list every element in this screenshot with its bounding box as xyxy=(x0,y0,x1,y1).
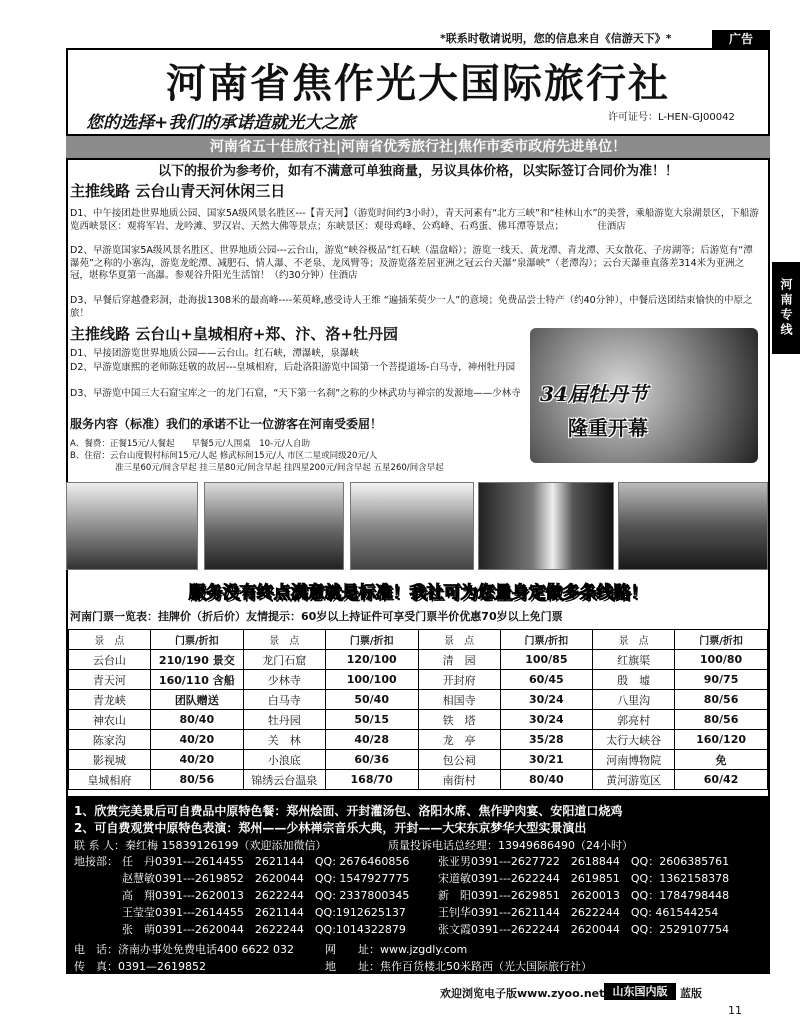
ticket-cell: 青龙峡 xyxy=(69,690,151,710)
route2-tag: 主推线路 xyxy=(70,325,131,343)
ticket-row xyxy=(69,650,768,670)
ticket-header: 门票/折扣 xyxy=(325,630,418,650)
route1-day3: D3、早餐后穿越叠彩洞，赴海拔1308米的最高峰----茱萸峰,感受诗人王维 “遍插茱萸少一人”的意境；免费品尝士特产（约40分钟），中餐后送团结束愉快的中原之旅！ xyxy=(70,295,753,319)
ticket-cell: 龙 亭 xyxy=(418,730,500,750)
route1-day2: D2、早游览国家5A级风景名胜区、世界地质公园---云台山，游览“峡谷极品”红石峡（温盘峪）；游览一线天、黄龙潭、青龙潭、天女散花、子房湖等；后游览有“潭瀑苑”之称的小寨沟，游览龙蛇潭、减肥石、情人瀑、不老泉、龙凤臂等；及游览落差居亚洲之冠云台天瀑“泉瀑峡”（老潭沟）；云台天瀑垂直落差314米为亚洲之冠，堪称华夏第一高瀑。参观谷升阳光生活馆！（约30分钟）住酒店 xyxy=(70,245,753,281)
ticket-cell: 锦绣云台温泉 xyxy=(243,770,325,790)
scenic-photo xyxy=(350,482,474,570)
route2-name: 云台山+皇城相府+郑、汴、洛+牡丹园 xyxy=(135,325,398,343)
ticket-cell: 皇城相府 xyxy=(69,770,151,790)
ticket-cell: 包公祠 xyxy=(418,750,500,770)
ticket-row xyxy=(69,710,768,730)
ticket-cell: 210/190 景交 xyxy=(150,650,243,670)
ticket-cell: 80/56 xyxy=(675,690,768,710)
ticket-cell: 40/28 xyxy=(325,730,418,750)
slogan: 您的选择+我们的承诺造就光大之旅 xyxy=(86,113,356,133)
ticket-cell: 关 林 xyxy=(243,730,325,750)
page-number: 11 xyxy=(728,1004,742,1017)
ticket-cell: 南街村 xyxy=(418,770,500,790)
ticket-header-row xyxy=(69,630,768,650)
ticket-cell: 80/56 xyxy=(675,710,768,730)
ticket-cell: 30/24 xyxy=(500,690,593,710)
ticket-cell: 免 xyxy=(675,750,768,770)
phone: 电 话：济南办事处免费电话400 6622 032 xyxy=(74,943,294,956)
ticket-cell: 160/110 含船 xyxy=(150,670,243,690)
ticket-cell: 168/70 xyxy=(325,770,418,790)
staff-contact: 王钊华0391---2621144 2622244 QQ: 461544254 xyxy=(438,906,719,919)
ticket-cell: 云台山 xyxy=(69,650,151,670)
ticket-cell: 35/28 xyxy=(500,730,593,750)
route1-name: 云台山青天河休闲三日 xyxy=(135,182,286,200)
ticket-cell: 白马寺 xyxy=(243,690,325,710)
ticket-cell: 铁 塔 xyxy=(418,710,500,730)
footer-edition-tag: 山东国内版 xyxy=(604,983,676,1000)
staff-contact: 赵慧敏0391---2619852 2620044 QQ: 1547927775 xyxy=(122,872,410,885)
route2-day1: D1、早接团游览世界地质公园——云台山。红石峡，潭瀑峡，泉瀑峡 xyxy=(70,348,359,359)
ticket-cell: 龙门石窟 xyxy=(243,650,325,670)
ticket-cell: 60/42 xyxy=(675,770,768,790)
ticket-cell: 100/85 xyxy=(500,650,593,670)
ticket-cell: 神农山 xyxy=(69,710,151,730)
service-lodging: B、住宿：云台山度假村标间15元/人起 修武标间15元/人 市区二星或同级20元/人 xyxy=(70,451,378,461)
staff-contact: 任 丹0391---2614455 2621144 QQ: 2676460856 xyxy=(122,855,410,868)
staff-contact: 张 萌0391---2620044 2622244 QQ:1014322879 xyxy=(122,923,406,936)
ticket-cell: 50/40 xyxy=(325,690,418,710)
ticket-cell: 80/40 xyxy=(150,710,243,730)
ticket-cell: 100/80 xyxy=(675,650,768,670)
ticket-header: 门票/折扣 xyxy=(500,630,593,650)
contact-person: 联 系 人：秦红梅 15839126199（欢迎添加微信） xyxy=(74,839,327,852)
ticket-cell: 红旗渠 xyxy=(593,650,675,670)
ticket-cell: 80/40 xyxy=(500,770,593,790)
festival-title: 34届牡丹节 xyxy=(540,382,648,406)
service-banner: 服务没有终点满意就是标准！我社可为您量身定做多条线路！ xyxy=(188,583,648,603)
ticket-cell: 60/45 xyxy=(500,670,593,690)
ad-badge: 广告 xyxy=(712,30,770,48)
staff-contact: 高 翔0391---2620013 2622244 QQ: 2337800345 xyxy=(122,889,410,902)
route1-title xyxy=(70,180,285,201)
route2-title xyxy=(70,323,398,344)
ticket-cell: 开封府 xyxy=(418,670,500,690)
ticket-cell: 影视城 xyxy=(69,750,151,770)
staff-contact: 王莹莹0391---2614455 2621144 QQ:1912625137 xyxy=(122,906,406,919)
ticket-cell: 青天河 xyxy=(69,670,151,690)
ticket-header: 景 点 xyxy=(593,630,675,650)
honor-bar: 河南省五十佳旅行社|河南省优秀旅行社|焦作市委市政府先进单位！ xyxy=(66,134,770,160)
ticket-cell: 少林寺 xyxy=(243,670,325,690)
ticket-cell: 太行大峡谷 xyxy=(593,730,675,750)
ticket-row xyxy=(69,690,768,710)
scenic-photo xyxy=(618,482,768,570)
staff-contact: 新 阳0391---2629851 2620013 QQ：1784798448 xyxy=(438,889,730,902)
service-hotels: 准三星60元/间含早起 挂三星80元/间含早起 挂四星200元/间含早起 五星260/间含早起 xyxy=(115,463,444,473)
ticket-intro: 河南门票一览表：挂牌价（折后价）友情提示：60岁以上持证件可享受门票半价优惠70岁以上免门票 xyxy=(70,610,563,623)
route1-day1: D1、中午接团赴世界地质公园、国家5A级风景名胜区---【青天河】（游览时间约3小时），青天河素有“北方三峡”和“桂林山水”的美誉，乘船游览大泉湖景区，下船游览西峡景区：观将军岩、龙吟滩、罗汉岩、天然大佛等景点；东峡景区：观母鸡峰、公鸡峰、石鸡蛋、佛耳潭等景点； 住酒店 xyxy=(70,208,759,232)
route2-day3: D3、早游览中国三大石窟宝库之一的龙门石窟，“天下第一名刹”之称的少林武功与禅宗的发源地——少林寺 xyxy=(70,388,521,399)
ticket-header: 门票/折扣 xyxy=(675,630,768,650)
ticket-cell: 河南博物院 xyxy=(593,750,675,770)
ticket-cell: 120/100 xyxy=(325,650,418,670)
company-name: 河南省焦作光大国际旅行社 xyxy=(166,60,670,107)
ticket-cell: 牡丹园 xyxy=(243,710,325,730)
route1-tag: 主推线路 xyxy=(70,182,131,200)
ticket-cell: 60/36 xyxy=(325,750,418,770)
extra-food: 1、欣赏完美景后可自费品中原特色餐：郑州烩面、开封灌汤包、洛阳水席、焦作驴肉宴、安阳道口烧鸡 xyxy=(74,804,623,818)
license-number: 许可证号：L-HEN-GJ00042 xyxy=(608,112,735,123)
price-notice: 以下的报价为参考价，如有不满意可单独商量，另议具体价格，以实际签订合同价为准！！ xyxy=(157,164,678,179)
ticket-cell: 陈家沟 xyxy=(69,730,151,750)
ticket-cell: 小浪底 xyxy=(243,750,325,770)
service-meals: A、餐费：正餐15元/人餐起 早餐5元/人围桌 10-元/人自助 xyxy=(70,439,311,449)
ticket-cell: 80/56 xyxy=(150,770,243,790)
staff-contact: 宋道敏0391---2622244 2619851 QQ：1362158378 xyxy=(438,872,730,885)
ticket-cell: 八里沟 xyxy=(593,690,675,710)
service-title: 服务内容（标准）我们的承诺不让一位游客在河南受委屈！ xyxy=(70,417,383,431)
ticket-row xyxy=(69,670,768,690)
ticket-cell: 郭亮村 xyxy=(593,710,675,730)
footer-site[interactable]: 欢迎浏览电子版www.zyoo.net xyxy=(440,987,605,1000)
ticket-cell: 160/120 xyxy=(675,730,768,750)
ticket-cell: 30/21 xyxy=(500,750,593,770)
ticket-row xyxy=(69,730,768,750)
ticket-cell: 90/75 xyxy=(675,670,768,690)
ticket-cell: 团队赠送 xyxy=(150,690,243,710)
ticket-row xyxy=(69,750,768,770)
quality-hotline: 质量投诉电话总经理：13949686490（24小时） xyxy=(388,839,633,852)
ticket-cell: 殷 墟 xyxy=(593,670,675,690)
scenic-photo xyxy=(66,482,198,570)
waterfall-photo xyxy=(478,482,614,570)
ticket-cell: 30/24 xyxy=(500,710,593,730)
ticket-cell: 40/20 xyxy=(150,730,243,750)
ticket-cell: 相国寺 xyxy=(418,690,500,710)
festival-subtitle: 隆重开幕 xyxy=(568,416,648,440)
website-link[interactable]: 网 址：www.jzgdly.com xyxy=(325,943,468,956)
ticket-header: 门票/折扣 xyxy=(150,630,243,650)
top-notice: *联系时敬请说明，您的信息来自《信游天下》* xyxy=(440,32,672,45)
reception-label: 地接部： xyxy=(74,855,118,868)
office-address: 地 址：焦作百货楼北50米路西（光大国际旅行社） xyxy=(325,960,592,973)
scenic-photo xyxy=(204,482,344,570)
ticket-cell: 黄河游览区 xyxy=(593,770,675,790)
extra-show: 2、可自费观赏中原特色表演：郑州——少林禅宗音乐大典，开封——大宋东京梦华大型实景演出 xyxy=(74,821,587,835)
ticket-cell: 100/100 xyxy=(325,670,418,690)
ticket-cell: 50/15 xyxy=(325,710,418,730)
ticket-header: 景 点 xyxy=(418,630,500,650)
ticket-row xyxy=(69,770,768,790)
ticket-header: 景 点 xyxy=(243,630,325,650)
staff-contact: 张亚男0391---2627722 2618844 QQ：2606385761 xyxy=(438,855,730,868)
footer-edition: 蓝版 xyxy=(680,987,702,1000)
ticket-cell: 清 园 xyxy=(418,650,500,670)
side-section-tab[interactable]: 河南专线 xyxy=(772,262,800,354)
ticket-table xyxy=(68,629,768,790)
ticket-cell: 40/20 xyxy=(150,750,243,770)
fax: 传 真：0391—2619852 xyxy=(74,960,206,973)
staff-contact: 张文霞0391---2622244 2620044 QQ：2529107754 xyxy=(438,923,730,936)
ticket-header: 景 点 xyxy=(69,630,151,650)
route2-day2: D2、早游览康熙的老师陈廷敬的故居---皇城相府，后赴洛阳游览中国第一个菩提道场-白马寺，神州牡丹园 xyxy=(70,362,516,373)
